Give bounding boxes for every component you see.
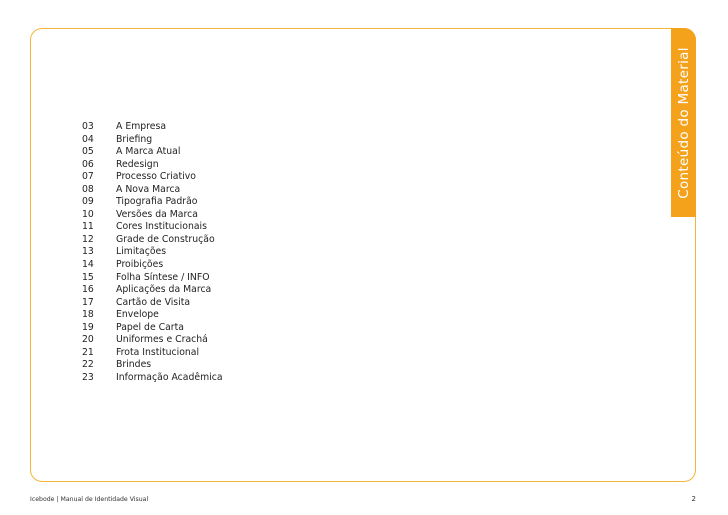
toc-page-number: 21 <box>82 346 94 358</box>
toc-section-title: Redesign <box>116 158 159 170</box>
toc-page-number: 03 <box>82 121 94 132</box>
toc-page-number: 04 <box>82 133 94 145</box>
toc-item <box>80 359 223 372</box>
toc-item <box>80 322 223 335</box>
toc-section-title: Processo Criativo <box>116 171 196 183</box>
toc-section-title: Informação Acadêmica <box>116 371 223 383</box>
toc-section-title: Proibições <box>116 259 164 271</box>
toc-item <box>80 334 223 347</box>
section-side-tab <box>671 28 696 217</box>
toc-page-number: 19 <box>82 321 94 333</box>
toc-page-number: 13 <box>82 246 94 258</box>
toc-item <box>80 221 223 234</box>
toc-page-number: 15 <box>82 271 94 283</box>
toc-item <box>80 309 223 322</box>
section-title: Conteúdo do Material <box>675 46 692 199</box>
toc-section-title: Cores Institucionais <box>116 221 207 233</box>
toc-item <box>80 259 223 272</box>
toc-page-number: 16 <box>82 284 94 296</box>
toc-section-title: Briefing <box>116 133 153 145</box>
toc-item <box>80 134 223 147</box>
toc-page-number: 07 <box>82 171 94 183</box>
toc-item <box>80 297 223 310</box>
table-of-contents <box>80 121 223 384</box>
toc-section-title: Tipografia Padrão <box>116 196 198 208</box>
toc-page-number: 17 <box>82 296 94 308</box>
toc-page-number: 11 <box>82 221 94 233</box>
toc-item <box>80 272 223 285</box>
toc-section-title: Folha Síntese / INFO <box>116 271 210 283</box>
toc-item <box>80 146 223 159</box>
toc-section-title: A Marca Atual <box>116 146 181 158</box>
toc-section-title: Grade de Construção <box>116 233 215 245</box>
toc-page-number: 12 <box>82 233 94 245</box>
footer-document-title: Icebode | Manual de Identidade Visual <box>30 496 149 503</box>
toc-section-title: Brindes <box>116 359 152 371</box>
toc-section-title: Uniformes e Crachá <box>116 334 208 346</box>
toc-section-title: Aplicações da Marca <box>116 284 212 296</box>
toc-page-number: 05 <box>82 146 94 158</box>
footer-page-number: 2 <box>691 495 696 503</box>
toc-item <box>80 246 223 259</box>
toc-section-title: Limitações <box>116 246 167 258</box>
toc-item <box>80 171 223 184</box>
toc-page-number: 09 <box>82 196 94 208</box>
toc-section-title: Frota Institucional <box>116 346 200 358</box>
toc-page-number: 18 <box>82 309 94 321</box>
toc-item <box>80 196 223 209</box>
toc-item <box>80 121 223 134</box>
toc-item <box>80 284 223 297</box>
toc-page-number: 23 <box>82 371 94 383</box>
toc-section-title: Papel de Carta <box>116 321 184 333</box>
toc-page-number: 10 <box>82 208 94 220</box>
toc-item <box>80 347 223 360</box>
toc-item <box>80 372 223 385</box>
toc-section-title: Versões da Marca <box>116 208 198 220</box>
toc-page-number: 20 <box>82 334 94 346</box>
toc-section-title: Cartão de Visita <box>116 296 191 308</box>
toc-page-number: 14 <box>82 259 94 271</box>
toc-item <box>80 209 223 222</box>
toc-item <box>80 159 223 172</box>
toc-item <box>80 184 223 197</box>
toc-page-number: 08 <box>82 183 94 195</box>
toc-section-title: A Empresa <box>116 121 167 132</box>
toc-section-title: Envelope <box>116 309 159 321</box>
toc-section-title: A Nova Marca <box>116 183 181 195</box>
toc-item <box>80 234 223 247</box>
toc-page-number: 06 <box>82 158 94 170</box>
toc-page-number: 22 <box>82 359 94 371</box>
